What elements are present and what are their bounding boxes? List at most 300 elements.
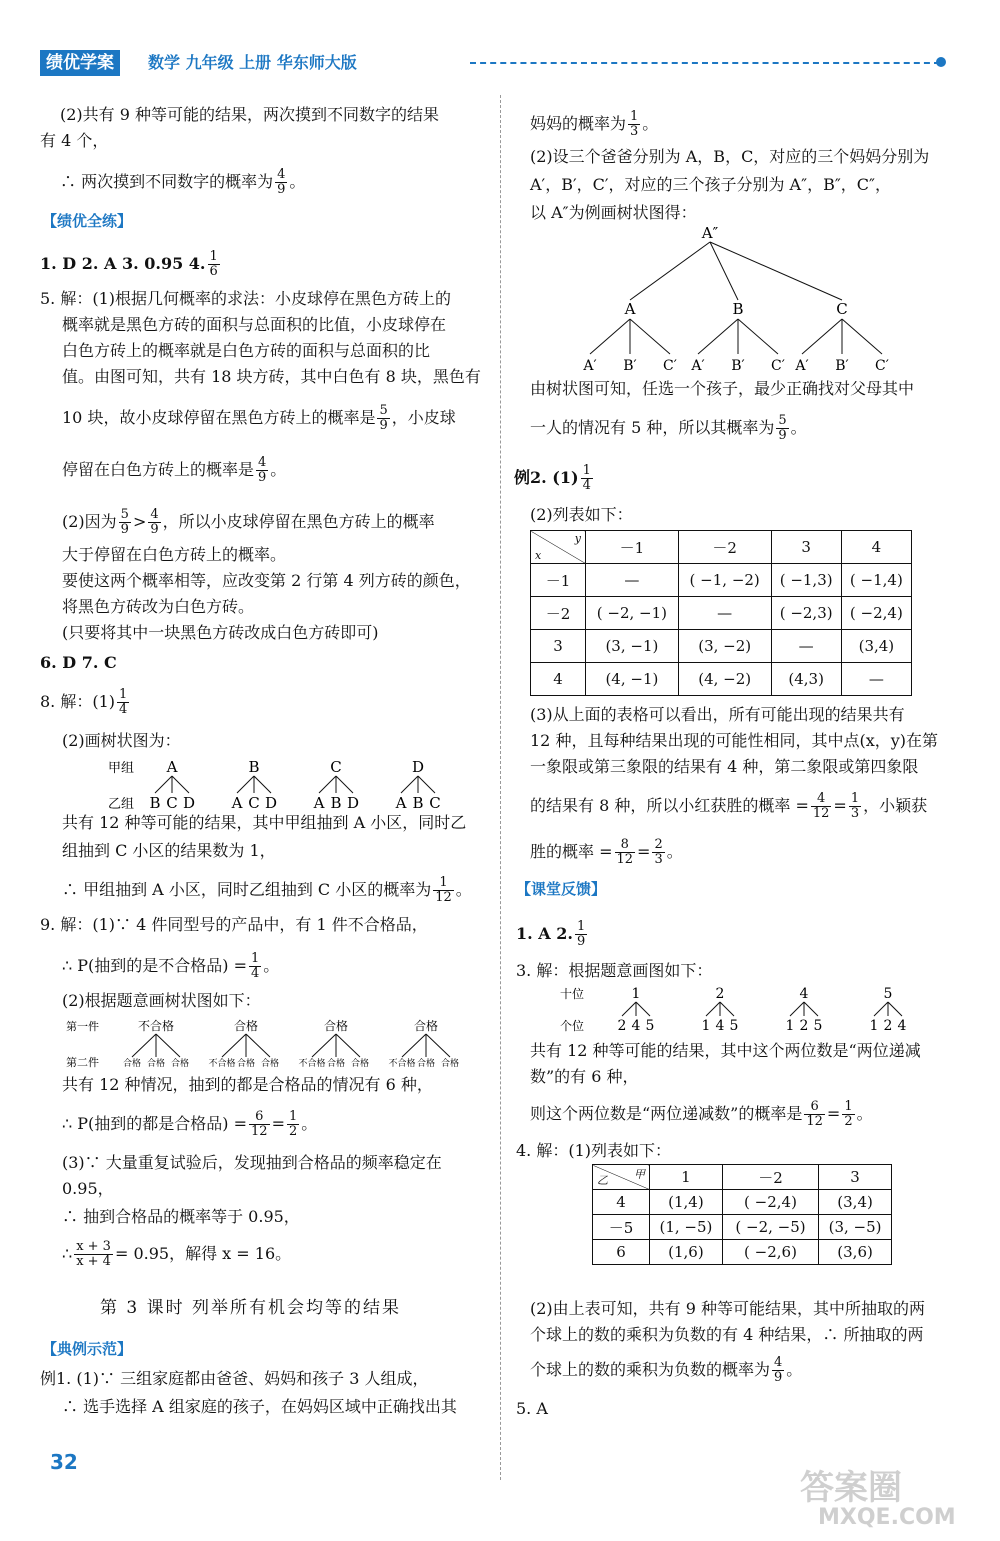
tree-branch <box>738 319 778 354</box>
tree-leaf: 不合格 <box>388 1059 416 1069</box>
text-span: 。 <box>856 1104 873 1123</box>
text-line: (只要将其中一块黑色方砖改成白色方砖即可) <box>62 623 379 642</box>
tree-root: A″ <box>701 224 719 242</box>
text-line <box>530 1100 873 1129</box>
fraction <box>842 1100 854 1129</box>
tree-branch <box>336 776 353 793</box>
tree-diagram-parents <box>560 224 920 374</box>
fraction <box>652 838 664 867</box>
text-span: 。 <box>455 880 472 899</box>
tree-node: 4 <box>799 986 809 1002</box>
table-cell: (3,6) <box>819 1240 892 1265</box>
table-cell: ( −2,4) <box>841 597 911 630</box>
table-cell: (3,4) <box>841 630 911 663</box>
table-cell: ( −1, −2) <box>678 564 771 597</box>
text-line: (3)∵ 大量重复试验后，发现抽到合格品的频率稳定在 <box>62 1153 442 1172</box>
text-line <box>530 792 927 821</box>
tree-leaf: 2 <box>617 1018 627 1034</box>
table-cell: ( −2,4) <box>722 1190 818 1215</box>
tree-leaf: 合格 <box>260 1059 280 1069</box>
tree-node: 合格 <box>413 1019 439 1033</box>
section-heading: 【课堂反馈】 <box>516 880 607 898</box>
numerator: 4 <box>277 167 286 182</box>
numerator: x + 3 <box>76 1239 111 1254</box>
text-span: 则这个两位数是“两位递减数”的概率是 <box>530 1104 803 1123</box>
table-cell: (3, −2) <box>678 630 771 663</box>
watermark-url: MXQE.COM <box>818 1505 956 1530</box>
tree-leaf: 合格 <box>122 1059 142 1069</box>
numerator: 1 <box>850 791 860 806</box>
numerator: 1 <box>251 951 260 966</box>
tree-branch <box>426 1034 450 1057</box>
table-row-header: 4 <box>531 663 586 696</box>
tree-branch <box>710 242 738 300</box>
text-line: ∴ 选手选择 A 组家庭的孩子，在妈妈区域中正确找出其 <box>62 1397 457 1416</box>
text-span: 。 <box>786 1360 803 1379</box>
tree-leaf: 5 <box>645 1018 655 1034</box>
tree-node: 1 <box>631 986 641 1002</box>
tree-leaf: 2 <box>799 1018 809 1034</box>
table-cell: ( −2,3) <box>771 597 841 630</box>
tree-node: B <box>248 758 260 776</box>
tree-level-label: 甲组 <box>108 761 135 776</box>
tree-level-label: 第一件 <box>66 1020 99 1033</box>
text-line: ∴ 抽到合格品的概率等于 0.95， <box>62 1207 300 1226</box>
fraction <box>256 456 268 485</box>
denominator: 4 <box>251 966 260 981</box>
table-row-header: 4 <box>593 1190 650 1215</box>
tree-diagram-9 <box>66 1014 490 1074</box>
corner-row-label: x <box>535 549 542 562</box>
text-span: 个球上的数的乘积为负数的概率为 <box>530 1360 771 1379</box>
text-span: 停留在白色方砖上的概率是 <box>62 460 255 479</box>
fraction <box>117 688 129 717</box>
text-span: = <box>833 796 847 815</box>
numerator: 4 <box>150 507 159 522</box>
text-line <box>530 1356 802 1385</box>
tree-branch <box>888 1002 902 1016</box>
text-line <box>62 876 472 905</box>
text-line: (2)画树状图为： <box>62 731 181 750</box>
text-span: ，小皮球 <box>391 408 456 427</box>
numerator: 5 <box>379 403 388 418</box>
tree-leaf: C <box>248 794 260 812</box>
numerator: 1 <box>630 109 639 124</box>
numerator: 5 <box>120 507 129 522</box>
denominator: x + 4 <box>76 1254 111 1269</box>
corner-col-label: y <box>574 532 581 545</box>
tree-leaf: D <box>264 794 278 812</box>
table-cell: (4,3) <box>771 663 841 696</box>
table-row <box>593 1215 892 1240</box>
numerator: 2 <box>654 837 663 852</box>
fraction <box>433 876 454 905</box>
text-line: (3)从上面的表格可以看出，所有可能出现的结果共有 <box>530 705 905 724</box>
text-line: 一象限或第三象限的结果有 4 种，第二象限或第四象限 <box>530 757 919 776</box>
watermark-logo: 答案圈 <box>800 1468 902 1508</box>
section-heading: 【绩优全练】 <box>42 212 133 230</box>
fraction <box>776 414 788 443</box>
tree-node: C <box>836 300 848 318</box>
tree-node: B <box>732 300 744 318</box>
table-row <box>531 630 912 663</box>
table-row <box>531 564 912 597</box>
corner-row-label: 乙 <box>597 1174 608 1187</box>
tree-leaf: 合格 <box>326 1059 346 1069</box>
tree-leaf: C′ <box>663 358 677 374</box>
tree-leaf: A′ <box>691 358 705 374</box>
tree-leaf: 4 <box>631 1018 641 1034</box>
denominator: 2 <box>288 1124 298 1139</box>
outcome-table-2 <box>592 1164 892 1265</box>
table-cell: (4, −1) <box>586 663 679 696</box>
tree-level-label: 个位 <box>560 1019 585 1033</box>
tree-branch <box>172 776 189 793</box>
text-line: 将黑色方砖改为白色方砖。 <box>62 597 255 616</box>
tree-node: D <box>411 758 425 776</box>
header-dot-icon <box>936 57 946 67</box>
numerator: 1 <box>582 463 591 478</box>
numerator: 4 <box>774 1355 783 1370</box>
table-row <box>531 663 912 696</box>
tree-level-label: 第二件 <box>66 1056 99 1069</box>
tree-leaf: A <box>395 794 407 812</box>
fraction <box>575 920 587 949</box>
numerator: 5 <box>778 413 787 428</box>
brand-label: 绩优学案 <box>40 50 120 76</box>
text-span: 。 <box>666 842 683 861</box>
tree-branch <box>155 776 172 793</box>
lesson-title: 第 3 课时 列举所有机会均等的结果 <box>100 1298 402 1318</box>
text-line: 5. 解：(1)根据几何概率的求法：小皮球停在黑色方砖上的 <box>40 289 452 308</box>
text-line: 12 种，且每种结果出现的可能性相同，其中点(x，y)在第 <box>530 731 938 750</box>
column-divider <box>500 95 501 1480</box>
tree-leaf: 合格 <box>236 1059 256 1069</box>
table-cell: — <box>678 597 771 630</box>
text-line: 共有 12 种等可能的结果，其中甲组抽到 A 小区，同时乙 <box>62 813 467 832</box>
text-line: 有 4 个， <box>40 131 109 150</box>
table-cell: (1,6) <box>650 1240 723 1265</box>
tree-node: 合格 <box>233 1019 259 1033</box>
tree-leaf: 4 <box>715 1018 725 1034</box>
tree-branch <box>312 1034 336 1057</box>
tree-leaf: C′ <box>875 358 889 374</box>
tree-node: C <box>330 758 342 776</box>
denominator: 9 <box>778 428 787 443</box>
table-cell: ( −2, −1) <box>586 597 679 630</box>
table-cell: — <box>841 663 911 696</box>
denominator: 12 <box>251 1124 268 1139</box>
fraction <box>249 1110 270 1139</box>
table-row <box>593 1240 892 1265</box>
tree-leaf: 5 <box>813 1018 823 1034</box>
table-row-header: 3 <box>531 630 586 663</box>
denominator: 2 <box>844 1114 853 1129</box>
table-col-header: －2 <box>722 1165 818 1190</box>
text-line: 个球上的数的乘积为负数的有 4 种结果，∴ 所抽取的两 <box>530 1325 924 1344</box>
numerator: 1 <box>209 249 218 264</box>
text-span: 。 <box>289 172 306 191</box>
tree-branch <box>636 1002 650 1016</box>
fraction <box>849 792 861 821</box>
tree-leaf: 合格 <box>170 1059 190 1069</box>
table-cell: (4, −2) <box>678 663 771 696</box>
fraction <box>377 404 389 433</box>
denominator: 4 <box>582 478 591 493</box>
tree-leaf: C′ <box>771 358 785 374</box>
tree-branch <box>319 776 336 793</box>
example-label: 例2. (1) <box>514 468 579 487</box>
table-cell: — <box>586 564 679 597</box>
text-span: ∴ P(抽到的是不合格品) = <box>62 956 248 975</box>
denominator: 9 <box>258 470 267 485</box>
tree-leaf: 5 <box>729 1018 739 1034</box>
denominator: 9 <box>379 418 388 433</box>
numerator: 1 <box>433 876 454 891</box>
tree-branch <box>590 319 630 354</box>
tree-branch <box>237 776 254 793</box>
tree-branch <box>156 1034 180 1057</box>
table-cell: (3, −5) <box>819 1215 892 1240</box>
tree-leaf: A <box>313 794 325 812</box>
fraction <box>811 792 832 821</box>
text-span: = <box>826 1104 841 1123</box>
text-span: ∴ P(抽到的都是合格品) = <box>62 1114 248 1133</box>
page-number: 32 <box>50 1450 78 1474</box>
tree-branch <box>706 1002 720 1016</box>
fraction <box>275 168 287 197</box>
text-span: (2)因为 <box>62 512 117 531</box>
tree-branch <box>246 1034 270 1057</box>
text-line <box>62 1110 317 1139</box>
tree-leaf: B <box>149 794 161 812</box>
fraction <box>615 838 636 867</box>
tree-leaf: B′ <box>835 358 849 374</box>
table-col-header: 3 <box>819 1165 892 1190</box>
text-line: 数”的有 6 种， <box>530 1067 639 1086</box>
tree-leaf: 合格 <box>440 1059 460 1069</box>
text-span: ∴ 甲组抽到 A 小区，同时乙组抽到 C 小区的概率为 <box>62 880 432 899</box>
table-cell: ( −2,6) <box>722 1240 818 1265</box>
tree-level-label: 乙组 <box>108 797 135 812</box>
text-span: 。 <box>642 114 659 133</box>
table-row-header: 6 <box>593 1240 650 1265</box>
tree-branch <box>622 1002 636 1016</box>
text-span: 妈妈的概率为 <box>530 114 627 133</box>
text-span: ，所以小皮球停留在黑色方砖上的概率 <box>162 512 435 531</box>
text-span: 。 <box>263 956 280 975</box>
denominator: 12 <box>806 1114 823 1129</box>
fraction <box>804 1100 825 1129</box>
tree-leaf: 2 <box>883 1018 893 1034</box>
tree-leaf: C <box>429 794 441 812</box>
tree-branch <box>418 776 435 793</box>
fraction <box>208 250 220 279</box>
text-line: 4. 解：(1)列表如下： <box>516 1141 672 1160</box>
numerator: 8 <box>615 838 636 853</box>
table-cell: (1,4) <box>650 1190 723 1215</box>
tree-branch <box>630 242 710 300</box>
text-line <box>62 404 456 433</box>
text-line: (2)由上表可知，共有 9 种等可能结果，其中所抽取的两 <box>530 1299 926 1318</box>
tree-node: A <box>166 758 178 776</box>
tree-leaf: 不合格 <box>208 1059 236 1069</box>
tree-leaf: B <box>412 794 424 812</box>
text-line: 共有 12 种等可能的结果，其中这个两位数是“两位递减 <box>530 1041 921 1060</box>
text-line <box>530 110 658 139</box>
tree-leaf: B′ <box>623 358 637 374</box>
table-cell: ( −1,3) <box>771 564 841 597</box>
tree-node: A <box>624 300 636 318</box>
text-line: 3. 解：根据题意画图如下： <box>516 961 713 980</box>
numerator: 1 <box>576 919 586 934</box>
tree-branch <box>720 1002 734 1016</box>
text-span: ∴ <box>62 1244 73 1263</box>
tree-leaf: D <box>346 794 360 812</box>
fraction <box>74 1240 113 1269</box>
text-span: 。 <box>301 1114 318 1133</box>
table-col-header: －2 <box>678 531 771 564</box>
text-line: 以 A″为例画树状图得： <box>530 203 697 222</box>
text-line: (2)列表如下： <box>530 505 633 524</box>
table-row-header: －2 <box>531 597 586 630</box>
text-line <box>530 414 807 443</box>
tree-leaf: B′ <box>731 358 745 374</box>
text-span: 胜的概率 = <box>530 842 613 861</box>
tree-leaf: 合格 <box>416 1059 436 1069</box>
header-divider <box>470 62 940 64</box>
table-cell: ( −1,4) <box>841 564 911 597</box>
numerator: 6 <box>249 1110 270 1125</box>
text-line: 0.95， <box>62 1179 114 1198</box>
numerator: 1 <box>119 687 128 702</box>
tree-node: 2 <box>715 986 725 1002</box>
text-line: 概率就是黑色方砖的面积与总面积的比值，小皮球停在 <box>62 315 447 334</box>
tree-leaf: 合格 <box>146 1059 166 1069</box>
text-line: 由树状图可知，任选一个孩子，最少正确找对父母其中 <box>530 379 915 398</box>
tree-leaf: B <box>330 794 342 812</box>
page-header <box>40 50 950 78</box>
denominator: 3 <box>630 124 639 139</box>
table-corner-cell <box>531 531 586 564</box>
text-line: 大于停留在白色方砖上的概率。 <box>62 545 287 564</box>
table-cell: — <box>771 630 841 663</box>
fraction <box>772 1356 784 1385</box>
text-line: 共有 12 种情况，抽到的都是合格品的情况有 6 种， <box>62 1075 433 1094</box>
tree-leaf: 4 <box>897 1018 907 1034</box>
text-span: 。 <box>270 460 287 479</box>
denominator: 9 <box>120 522 129 537</box>
table-row <box>593 1190 892 1215</box>
tree-branch <box>132 1034 156 1057</box>
fraction <box>119 508 131 537</box>
header-subtitle: 数学 九年级 上册 华东师大版 <box>148 53 357 72</box>
text-line: 9. 解：(1)∵ 4 件同型号的产品中，有 1 件不合格品， <box>40 915 428 934</box>
text-span: 。 <box>790 418 807 437</box>
tree-leaf: A <box>231 794 243 812</box>
denominator: 4 <box>119 702 128 717</box>
denominator: 9 <box>150 522 159 537</box>
numerator: 4 <box>811 792 832 807</box>
text-line <box>62 456 286 485</box>
fraction <box>148 508 160 537</box>
denominator: 9 <box>576 934 586 949</box>
table-col-header: 3 <box>771 531 841 564</box>
text-line <box>530 838 683 867</box>
text-line <box>40 250 222 279</box>
table-col-header: 4 <box>841 531 911 564</box>
text-span: ∴ 两次摸到不同数字的概率为 <box>60 172 274 191</box>
tree-leaf: 1 <box>869 1018 879 1034</box>
numerator: 6 <box>804 1100 825 1115</box>
tree-branch <box>222 1034 246 1057</box>
denominator: 12 <box>435 890 452 905</box>
text-line <box>62 952 279 981</box>
table-cell: ( −2, −5) <box>722 1215 818 1240</box>
tree-branch <box>874 1002 888 1016</box>
numerator: 4 <box>258 455 267 470</box>
fraction <box>628 110 640 139</box>
tree-branch <box>710 242 842 300</box>
table-col-header: －1 <box>586 531 679 564</box>
tree-leaf: 合格 <box>350 1059 370 1069</box>
denominator: 3 <box>654 852 663 867</box>
text-line: (2)根据题意画树状图如下： <box>62 991 261 1010</box>
tree-level-label: 十位 <box>560 987 585 1001</box>
text-span: ，小颖获 <box>863 796 928 815</box>
text-line <box>40 688 131 717</box>
answers: 1. D 2. A 3. 0.95 4. <box>40 254 206 273</box>
tree-leaf: A′ <box>795 358 809 374</box>
tree-node: 5 <box>883 986 893 1002</box>
tree-leaf: C <box>166 794 178 812</box>
numerator: 1 <box>844 1099 853 1114</box>
tree-node: 合格 <box>323 1019 349 1033</box>
table-cell: (1, −5) <box>650 1215 723 1240</box>
text-span: = <box>637 842 651 861</box>
text-line <box>62 508 435 537</box>
denominator: 12 <box>812 806 830 821</box>
tree-branch <box>630 319 670 354</box>
tree-leaf: A′ <box>583 358 597 374</box>
tree-leaf: 不合格 <box>298 1059 326 1069</box>
tree-node: 不合格 <box>137 1019 175 1033</box>
tree-branch <box>254 776 271 793</box>
table-row-header: －5 <box>593 1215 650 1240</box>
tree-branch <box>804 1002 818 1016</box>
tree-diagram-digits <box>540 982 920 1038</box>
text-span: 8. 解：(1) <box>40 692 116 711</box>
tree-branch <box>336 1034 360 1057</box>
text-line: 值。由图可知，共有 18 块方砖，其中白色有 8 块，黑色有 <box>62 367 481 386</box>
text-line: 白色方砖上的概率就是白色方砖的面积与总面积的比 <box>62 341 431 360</box>
text-span: > <box>132 512 147 531</box>
text-line <box>514 464 595 493</box>
table-col-header: 1 <box>650 1165 723 1190</box>
answers: 1. A 2. <box>516 924 573 943</box>
text-line: (2)设三个爸爸分别为 A，B，C，对应的三个妈妈分别为 <box>530 147 930 166</box>
text-line <box>62 1240 291 1269</box>
text-line: A′，B′，C′，对应的三个孩子分别为 A″，B″，C″， <box>530 175 892 194</box>
table-row <box>531 597 912 630</box>
text-line: 组抽到 C 小区的结果数为 1， <box>62 841 276 860</box>
text-line <box>516 920 589 949</box>
text-span: 10 块，故小皮球停留在黑色方砖上的概率是 <box>62 408 376 427</box>
tree-branch <box>842 319 882 354</box>
tree-branch <box>401 776 418 793</box>
text-span: = <box>271 1114 285 1133</box>
table-cell: (3, −1) <box>586 630 679 663</box>
